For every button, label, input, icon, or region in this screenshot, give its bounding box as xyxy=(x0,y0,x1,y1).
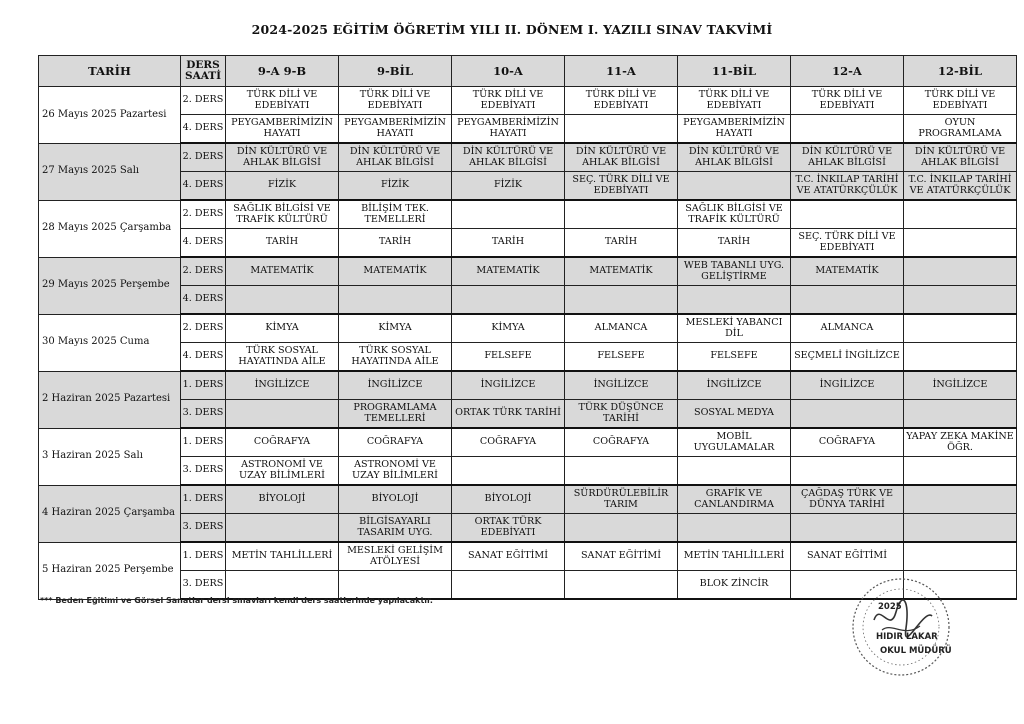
header-row xyxy=(39,56,1017,87)
exam-cell: OYUN PROGRAMLAMA xyxy=(904,115,1017,144)
exam-schedule-table xyxy=(38,55,1017,600)
date-cell: 4 Haziran 2025 Çarşamba xyxy=(39,485,181,542)
exam-cell: TÜRK DİLİ VE EDEBİYATI xyxy=(226,87,339,115)
date-cell: 30 Mayıs 2025 Cuma xyxy=(39,314,181,371)
table-row xyxy=(39,485,1017,514)
exam-cell: COĞRAFYA xyxy=(791,428,904,457)
exam-cell: İNGİLİZCE xyxy=(791,371,904,400)
exam-cell: BİYOLOJİ xyxy=(452,485,565,514)
exam-cell xyxy=(565,514,678,543)
exam-cell: İNGİLİZCE xyxy=(339,371,452,400)
exam-cell: MESLEKİ YABANCI DİL xyxy=(678,314,791,343)
exam-cell: ÇAĞDAŞ TÜRK VE DÜNYA TARİHİ xyxy=(791,485,904,514)
exam-cell xyxy=(452,571,565,600)
footnote: *** Beden Eğitimi ve Görsel Sanatlar dersi sınavları kendi ders saatlerinde yapılacaktır. xyxy=(40,596,433,605)
exam-cell xyxy=(226,400,339,429)
exam-cell: KİMYA xyxy=(339,314,452,343)
exam-cell: FELSEFE xyxy=(565,343,678,372)
exam-cell xyxy=(226,571,339,600)
date-cell: 5 Haziran 2025 Perşembe xyxy=(39,542,181,599)
exam-cell xyxy=(339,571,452,600)
date-cell: 26 Mayıs 2025 Pazartesi xyxy=(39,87,181,144)
exam-cell xyxy=(226,286,339,315)
date-cell: 2 Haziran 2025 Pazartesi xyxy=(39,371,181,428)
exam-cell: SAĞLIK BİLGİSİ VE TRAFİK KÜLTÜRÜ xyxy=(226,200,339,229)
schedule-body xyxy=(39,87,1017,600)
exam-cell: TÜRK DİLİ VE EDEBİYATI xyxy=(904,87,1017,115)
exam-cell xyxy=(904,286,1017,315)
table-row xyxy=(39,143,1017,172)
exam-cell xyxy=(904,314,1017,343)
exam-cell: YAPAY ZEKA MAKİNE ÖĞR. xyxy=(904,428,1017,457)
period-cell: 4. DERS xyxy=(181,229,226,258)
period-cell: 3. DERS xyxy=(181,400,226,429)
exam-cell xyxy=(565,457,678,486)
exam-cell: BLOK ZİNCİR xyxy=(678,571,791,600)
exam-cell: METİN TAHLİLLERİ xyxy=(678,542,791,571)
exam-cell: SEÇ. TÜRK DİLİ VE EDEBİYATI xyxy=(565,172,678,201)
exam-cell xyxy=(904,400,1017,429)
signature-name: HIDIR LAKAR xyxy=(876,632,938,642)
exam-cell xyxy=(904,485,1017,514)
exam-cell xyxy=(904,542,1017,571)
header-class: 9-BİL xyxy=(339,56,452,87)
exam-cell: COĞRAFYA xyxy=(226,428,339,457)
exam-cell xyxy=(678,514,791,543)
exam-cell: BİLGİSAYARLI TASARIM UYG. xyxy=(339,514,452,543)
table-row xyxy=(39,286,1017,315)
exam-cell: ASTRONOMİ VE UZAY BİLİMLERİ xyxy=(226,457,339,486)
exam-cell: MOBİL UYGULAMALAR xyxy=(678,428,791,457)
exam-cell: MATEMATİK xyxy=(226,257,339,286)
table-row xyxy=(39,87,1017,115)
header-class: 12-A xyxy=(791,56,904,87)
exam-cell: GRAFİK VE CANLANDIRMA xyxy=(678,485,791,514)
exam-cell: SEÇ. TÜRK DİLİ VE EDEBİYATI xyxy=(791,229,904,258)
signature-role: OKUL MÜDÜRÜ xyxy=(880,646,952,656)
exam-cell: BİLİŞİM TEK. TEMELLERİ xyxy=(339,200,452,229)
exam-cell xyxy=(226,514,339,543)
exam-cell xyxy=(791,400,904,429)
header-class: 11-A xyxy=(565,56,678,87)
table-row xyxy=(39,172,1017,201)
exam-cell xyxy=(565,200,678,229)
exam-cell xyxy=(565,286,678,315)
exam-cell: ALMANCA xyxy=(791,314,904,343)
exam-cell xyxy=(904,457,1017,486)
exam-cell: FİZİK xyxy=(226,172,339,201)
exam-cell xyxy=(904,229,1017,258)
period-cell: 4. DERS xyxy=(181,286,226,315)
exam-cell: BİYOLOJİ xyxy=(339,485,452,514)
exam-cell xyxy=(791,115,904,144)
table-row xyxy=(39,457,1017,486)
exam-cell: SANAT EĞİTİMİ xyxy=(452,542,565,571)
exam-cell: COĞRAFYA xyxy=(565,428,678,457)
exam-cell: MATEMATİK xyxy=(791,257,904,286)
table-row xyxy=(39,371,1017,400)
exam-cell: DİN KÜLTÜRÜ VE AHLAK BİLGİSİ xyxy=(565,143,678,172)
exam-cell xyxy=(565,115,678,144)
period-cell: 3. DERS xyxy=(181,457,226,486)
table-row xyxy=(39,343,1017,372)
exam-cell: TÜRK SOSYAL HAYATINDA AİLE xyxy=(226,343,339,372)
exam-cell: DİN KÜLTÜRÜ VE AHLAK BİLGİSİ xyxy=(226,143,339,172)
exam-cell: WEB TABANLI UYG. GELİŞTİRME xyxy=(678,257,791,286)
exam-cell xyxy=(904,343,1017,372)
period-cell: 1. DERS xyxy=(181,428,226,457)
date-cell: 27 Mayıs 2025 Salı xyxy=(39,143,181,200)
exam-cell: SANAT EĞİTİMİ xyxy=(791,542,904,571)
exam-cell: FİZİK xyxy=(452,172,565,201)
exam-cell: SOSYAL MEDYA xyxy=(678,400,791,429)
exam-cell: ORTAK TÜRK EDEBİYATI xyxy=(452,514,565,543)
exam-cell: SAĞLIK BİLGİSİ VE TRAFİK KÜLTÜRÜ xyxy=(678,200,791,229)
exam-cell: KİMYA xyxy=(226,314,339,343)
header-date: TARİH xyxy=(39,56,181,87)
exam-cell xyxy=(565,571,678,600)
exam-cell xyxy=(904,514,1017,543)
exam-cell: MATEMATİK xyxy=(339,257,452,286)
table-row xyxy=(39,514,1017,543)
table-row xyxy=(39,428,1017,457)
exam-cell xyxy=(452,286,565,315)
school-seal-icon xyxy=(846,572,956,682)
exam-cell: ORTAK TÜRK TARİHİ xyxy=(452,400,565,429)
exam-cell: FİZİK xyxy=(339,172,452,201)
exam-cell: T.C. İNKILAP TARİHİ VE ATATÜRKÇÜLÜK xyxy=(904,172,1017,201)
exam-cell: İNGİLİZCE xyxy=(678,371,791,400)
exam-cell: TARİH xyxy=(565,229,678,258)
date-cell: 28 Mayıs 2025 Çarşamba xyxy=(39,200,181,257)
header-class: 12-BİL xyxy=(904,56,1017,87)
exam-cell: MESLEKİ GELİŞİM ATÖLYESİ xyxy=(339,542,452,571)
exam-cell: PEYGAMBERİMİZİN HAYATI xyxy=(678,115,791,144)
exam-cell xyxy=(678,457,791,486)
header-period: DERS SAATİ xyxy=(181,56,226,87)
exam-cell: TÜRK DİLİ VE EDEBİYATI xyxy=(678,87,791,115)
exam-cell: METİN TAHLİLLERİ xyxy=(226,542,339,571)
exam-cell: T.C. İNKILAP TARİHİ VE ATATÜRKÇÜLÜK xyxy=(791,172,904,201)
exam-cell xyxy=(791,200,904,229)
exam-cell: DİN KÜLTÜRÜ VE AHLAK BİLGİSİ xyxy=(678,143,791,172)
table-row xyxy=(39,400,1017,429)
period-cell: 1. DERS xyxy=(181,542,226,571)
period-cell: 1. DERS xyxy=(181,485,226,514)
period-cell: 2. DERS xyxy=(181,314,226,343)
exam-cell: İNGİLİZCE xyxy=(904,371,1017,400)
table-row xyxy=(39,257,1017,286)
exam-cell: TARİH xyxy=(678,229,791,258)
table-row xyxy=(39,229,1017,258)
exam-cell: COĞRAFYA xyxy=(452,428,565,457)
exam-cell: COĞRAFYA xyxy=(339,428,452,457)
period-cell: 1. DERS xyxy=(181,371,226,400)
exam-cell xyxy=(791,286,904,315)
exam-cell: TÜRK DİLİ VE EDEBİYATI xyxy=(791,87,904,115)
exam-cell: ALMANCA xyxy=(565,314,678,343)
exam-cell: FELSEFE xyxy=(678,343,791,372)
table-row xyxy=(39,115,1017,144)
exam-cell: PEYGAMBERİMİZİN HAYATI xyxy=(339,115,452,144)
period-cell: 3. DERS xyxy=(181,514,226,543)
exam-cell: TÜRK SOSYAL HAYATINDA AİLE xyxy=(339,343,452,372)
table-row xyxy=(39,314,1017,343)
period-cell: 2. DERS xyxy=(181,200,226,229)
period-cell: 3. DERS xyxy=(181,571,226,600)
exam-cell: TÜRK DİLİ VE EDEBİYATI xyxy=(339,87,452,115)
exam-cell: DİN KÜLTÜRÜ VE AHLAK BİLGİSİ xyxy=(904,143,1017,172)
period-cell: 4. DERS xyxy=(181,115,226,144)
exam-cell: MATEMATİK xyxy=(565,257,678,286)
exam-cell: TÜRK DÜŞÜNCE TARİHİ xyxy=(565,400,678,429)
date-cell: 3 Haziran 2025 Salı xyxy=(39,428,181,485)
exam-cell: ASTRONOMİ VE UZAY BİLİMLERİ xyxy=(339,457,452,486)
exam-cell: TÜRK DİLİ VE EDEBİYATI xyxy=(565,87,678,115)
period-cell: 2. DERS xyxy=(181,87,226,115)
exam-cell: DİN KÜLTÜRÜ VE AHLAK BİLGİSİ xyxy=(339,143,452,172)
exam-cell xyxy=(791,457,904,486)
exam-cell: SANAT EĞİTİMİ xyxy=(565,542,678,571)
exam-cell: TARİH xyxy=(339,229,452,258)
exam-cell: FELSEFE xyxy=(452,343,565,372)
table-row xyxy=(39,542,1017,571)
exam-cell xyxy=(452,457,565,486)
date-cell: 29 Mayıs 2025 Perşembe xyxy=(39,257,181,314)
period-cell: 2. DERS xyxy=(181,257,226,286)
exam-cell: TÜRK DİLİ VE EDEBİYATI xyxy=(452,87,565,115)
period-cell: 4. DERS xyxy=(181,343,226,372)
exam-cell: İNGİLİZCE xyxy=(452,371,565,400)
exam-cell: PEYGAMBERİMİZİN HAYATI xyxy=(452,115,565,144)
exam-cell: SÜRDÜRÜLEBİLİR TARIM xyxy=(565,485,678,514)
exam-cell xyxy=(339,286,452,315)
exam-cell xyxy=(452,200,565,229)
exam-cell: BİYOLOJİ xyxy=(226,485,339,514)
exam-cell: KİMYA xyxy=(452,314,565,343)
exam-cell xyxy=(678,286,791,315)
exam-cell: İNGİLİZCE xyxy=(565,371,678,400)
table-row xyxy=(39,200,1017,229)
page-title: 2024-2025 EĞİTİM ÖĞRETİM YILI II. DÖNEM I. YAZILI SINAV TAKVİMİ xyxy=(251,22,773,37)
exam-cell xyxy=(904,200,1017,229)
exam-cell: SEÇMELİ İNGİLİZCE xyxy=(791,343,904,372)
period-cell: 4. DERS xyxy=(181,172,226,201)
header-class: 10-A xyxy=(452,56,565,87)
exam-cell xyxy=(678,172,791,201)
header-class: 11-BİL xyxy=(678,56,791,87)
period-cell: 2. DERS xyxy=(181,143,226,172)
exam-cell: MATEMATİK xyxy=(452,257,565,286)
exam-cell xyxy=(904,257,1017,286)
exam-cell: TARİH xyxy=(452,229,565,258)
exam-cell: TARİH xyxy=(226,229,339,258)
signature-date: 2025 xyxy=(878,602,902,612)
header-class: 9-A 9-B xyxy=(226,56,339,87)
exam-cell: PEYGAMBERİMİZİN HAYATI xyxy=(226,115,339,144)
exam-cell: İNGİLİZCE xyxy=(226,371,339,400)
exam-cell: PROGRAMLAMA TEMELLERİ xyxy=(339,400,452,429)
exam-cell: DİN KÜLTÜRÜ VE AHLAK BİLGİSİ xyxy=(452,143,565,172)
exam-cell: DİN KÜLTÜRÜ VE AHLAK BİLGİSİ xyxy=(791,143,904,172)
exam-cell xyxy=(791,514,904,543)
